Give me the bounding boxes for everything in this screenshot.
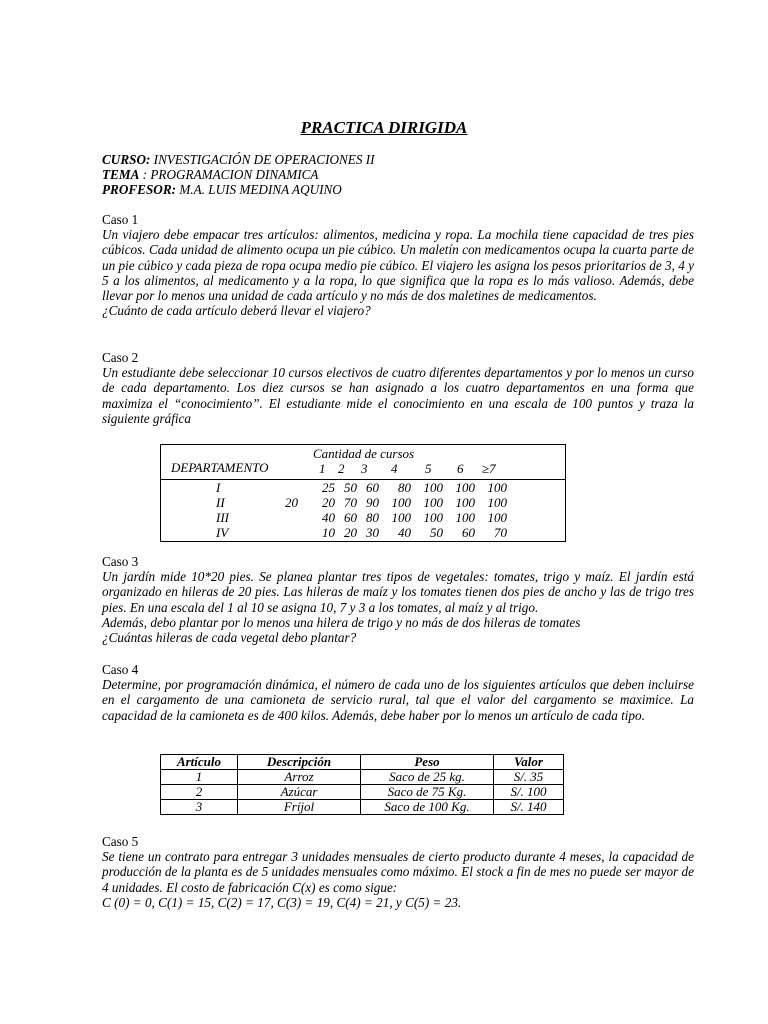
course-header [102,152,694,198]
col-header-articulo: Artículo [161,755,238,770]
table-cell: 60 [462,525,475,540]
table-cell: 100 [391,495,411,510]
table-cell: Saco de 25 kg. [361,770,494,785]
caso-3-line2: Además, debo plantar por lo menos una hilera de trigo y no más de dos hileras de tomates [102,614,581,630]
caso-4-text: Determine, por programación dinámica, el número de cada uno de los siguientes artículos que deben incluirse en el cargamento de una camioneta de servicio rural, tal que el valor del cargamento se maximice. La capacidad de la camioneta es de 400 kilos. Además, debe haber por lo menos un artículo de cada tipo. [102,677,694,723]
profesor-label: PROFESOR: [102,182,177,198]
table-cell: 20 [322,495,335,510]
caso-1 [102,212,694,318]
profesor-line [102,182,694,197]
extra-value: 20 [285,495,298,510]
curso-value: INVESTIGACIÓN DE OPERACIONES II [150,152,375,167]
table-cell: Saco de 75 Kg. [361,785,494,800]
table-cell: 10 [322,525,335,540]
table-cell: 100 [455,480,475,495]
caso-3-text: Un jardín mide 10*20 pies. Se planea plantar tres tipos de vegetales: tomates, trigo y maíz. El jardín está organizado en hileras de 20 pies. Las hileras de maíz y los tomates tienen dos pies de ancho y las de trigo tres pies. En una escala del 1 al 10 se asigna 10, 7 y 3 a los tomates, al maíz y al trigo. [102,569,694,615]
table-cell: 70 [494,525,507,540]
table-cell: S/. 140 [494,800,564,815]
table-cell: 40 [322,510,335,525]
table-cell: Fríjol [238,800,361,815]
caso-2-text: Un estudiante debe seleccionar 10 cursos electivos de cuatro diferentes departamentos y por lo menos un curso de cada departamento. Los diez cursos se han asignado a los cuatro departamentos en una forma que maximiza el “conocimiento”. El estudiante mide el conocimiento en una escala de 100 puntos y traza la siguiente gráfica [102,365,694,426]
col-header-valor: Valor [494,755,564,770]
table-cell: S/. 100 [494,785,564,800]
caso-4-heading: Caso 4 [102,662,139,677]
table-cell: 25 [322,480,335,495]
caso-5-heading: Caso 5 [102,834,139,849]
table-row [161,800,564,815]
table-cell: 100 [455,510,475,525]
caso-1-heading: Caso 1 [102,212,139,227]
column-header: 4 [391,461,398,476]
column-header: 5 [425,461,432,476]
caso-2 [102,350,694,426]
table-cell: 100 [487,480,507,495]
table-cell: S/. 35 [494,770,564,785]
column-header: 6 [457,461,464,476]
table-cell: 80 [398,480,411,495]
page-title: PRACTICA DIRIGIDA [300,118,468,137]
caso-1-question: ¿Cuánto de cada artículo deberá llevar el viajero? [102,303,371,319]
col-header-peso: Peso [361,755,494,770]
caso-5-formula: C (0) = 0, C(1) = 15, C(2) = 17, C(3) = 19, C(4) = 21, y C(5) = 23. [102,894,462,910]
caso-3 [102,554,694,645]
table-cell: 100 [391,510,411,525]
table-cell: Azúcar [238,785,361,800]
caso-5-text: Se tiene un contrato para entregar 3 unidades mensuales de cierto producto durante 4 meses, la capacidad de producción de la planta es de 5 unidades mensuales como máximo. El stock a fin de mes no puede ser mayor de 4 unidades. El costo de fabricación C(x) es como sigue: [102,849,694,895]
table-cell: Arroz [238,770,361,785]
column-header: 3 [361,461,368,476]
table-cell: 30 [366,525,379,540]
caso-3-heading: Caso 3 [102,554,139,569]
table-cell: 100 [487,495,507,510]
profesor-value: M.A. LUIS MEDINA AQUINO [176,182,342,198]
table-cell: 20 [344,525,357,540]
tema-line [102,167,694,182]
department-label: III [216,510,229,525]
caso-5 [102,834,694,910]
table-cell: 70 [344,495,357,510]
table-cell: 80 [366,510,379,525]
curso-label: CURSO: [102,152,151,167]
conocimiento-table [160,444,566,542]
table-cell: 60 [366,480,379,495]
table-cell: 1 [161,770,238,785]
table-cell: 40 [398,525,411,540]
table-cell: 50 [430,525,443,540]
table-cell: 90 [366,495,379,510]
table-row [161,770,564,785]
column-header: 1 [319,461,326,476]
table-row [161,785,564,800]
curso-line [102,152,694,167]
table-header-row [161,755,564,770]
table-cell: 3 [161,800,238,815]
col-header-descripcion: Descripción [238,755,361,770]
caso-1-text: Un viajero debe empacar tres artículos: alimentos, medicina y ropa. La mochila tiene capacidad de tres pies cúbicos. Cada unidad de alimento ocupa un pie cúbico. Un maletín con medicamentos ocupa la cuarta parte de un pie cúbico y cada pieza de ropa ocupa medio pie cúbico. El viajero les asigna los pesos prioritarios de 3, 4 y 5 a los alimentos, al medicamento y a la ropa, lo que significa que la ropa es lo más valioso. Además, debe llevar por lo menos una unidad de cada artículo y no más de dos maletines de medicamentos. [102,227,694,304]
department-label: I [216,480,221,495]
department-label: IV [216,525,229,540]
table-caption: Cantidad de cursos [313,446,415,461]
caso-2-heading: Caso 2 [102,350,139,365]
column-header: 2 [338,461,345,476]
table-cell: 50 [344,480,357,495]
column-header: ≥7 [482,461,496,476]
table-cell: 60 [344,510,357,525]
tema-value: : PROGRAMACION DINAMICA [139,167,319,183]
table-cell: 100 [423,480,443,495]
table-cell: 100 [423,495,443,510]
table-cell: Saco de 100 Kg. [361,800,494,815]
table-cell: 100 [423,510,443,525]
table-cell: 2 [161,785,238,800]
department-label: II [216,495,225,510]
caso-3-question: ¿Cuántas hileras de cada vegetal debo plantar? [102,630,357,646]
table-cell: 100 [487,510,507,525]
articulos-table [160,754,564,815]
row-header: DEPARTAMENTO [171,460,269,475]
caso-4 [102,662,694,723]
table-cell: 100 [455,495,475,510]
tema-label: TEMA [102,167,140,183]
